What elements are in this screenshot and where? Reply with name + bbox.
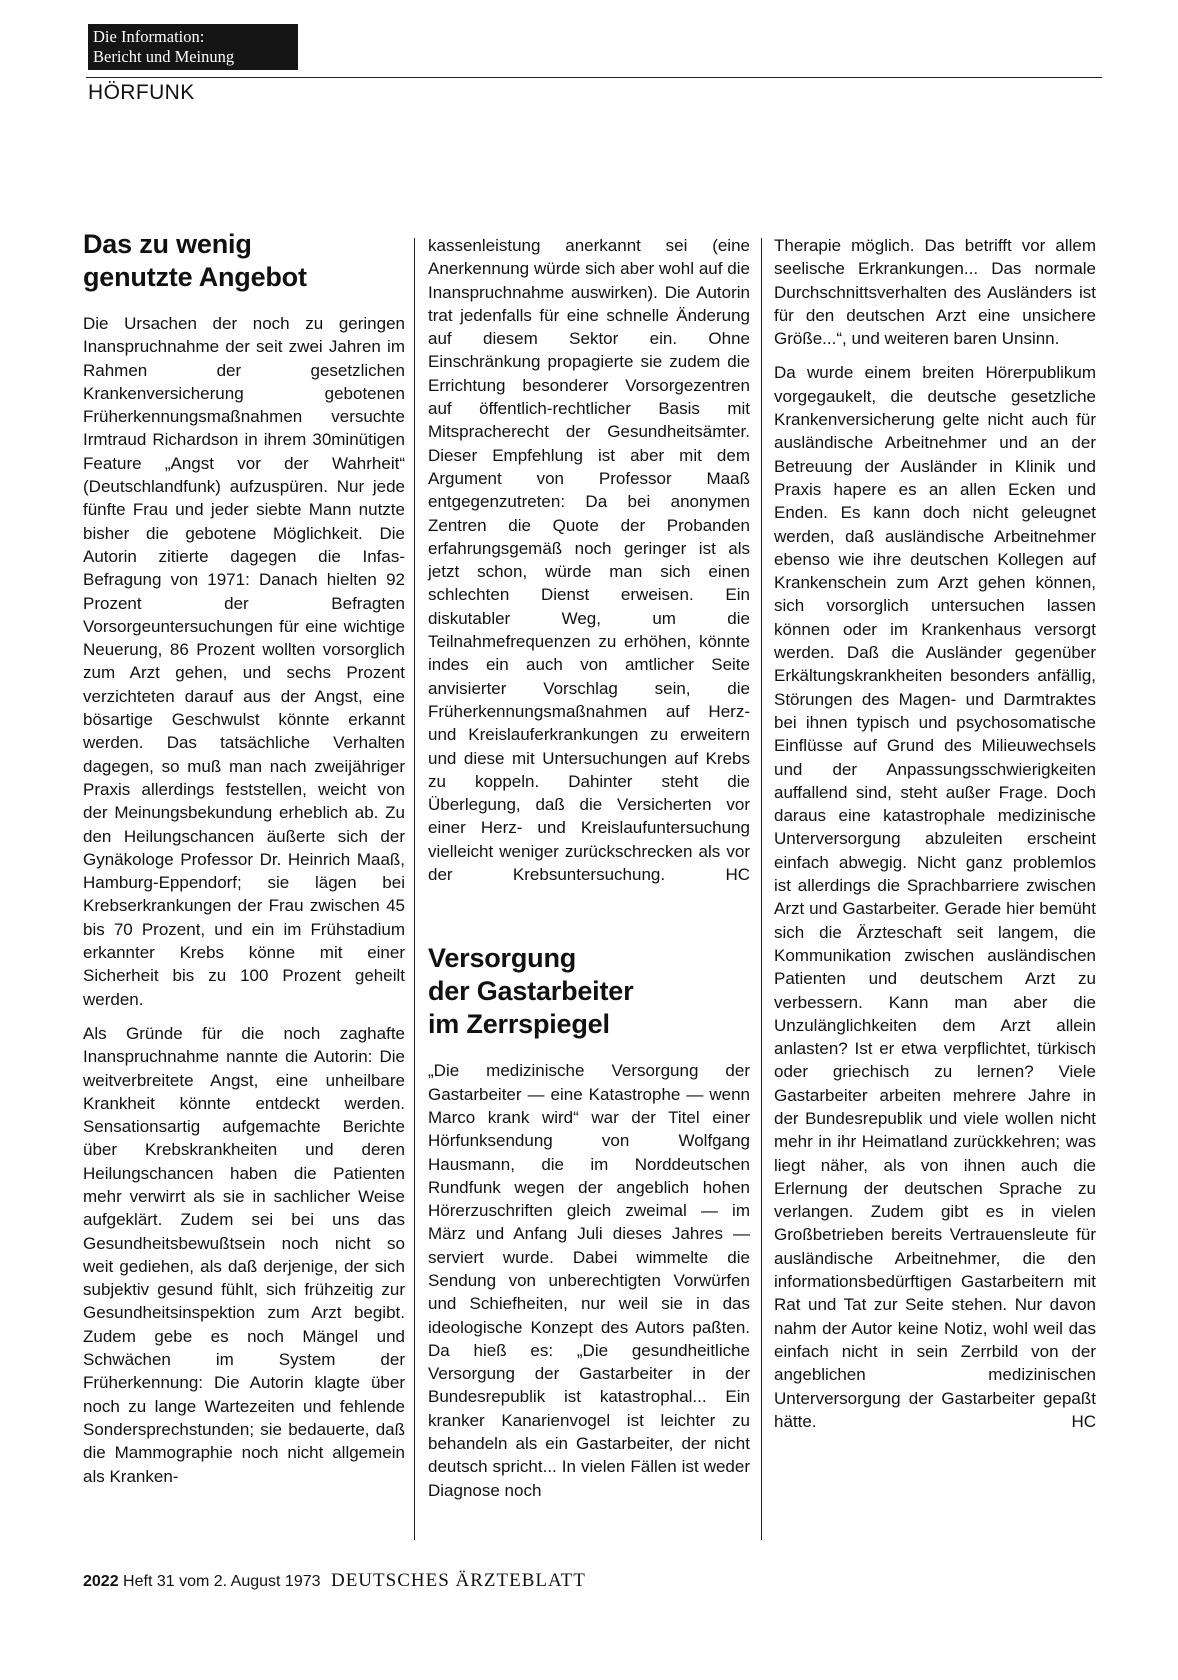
rubric-label: HÖRFUNK xyxy=(88,81,195,104)
article2-signature: HC xyxy=(1071,1411,1096,1431)
article2-headline-line2: der Gastarbeiter xyxy=(428,976,634,1007)
page-footer xyxy=(83,1570,586,1592)
article2-paragraph-2: Therapie möglich. Das betrifft vor allem seelische Erkrankungen... Das normale Durchschnittsverhalten des Ausländers ist für den deutschen Arzt eine unsichere Größe...“, und weiteren baren Unsinn. xyxy=(774,236,1096,349)
column-divider-2 xyxy=(761,238,762,1540)
article2-headline-line1: Versorgung xyxy=(428,943,577,974)
article1-paragraph-3 xyxy=(428,234,750,886)
article1-paragraph-2: Als Gründe für die noch zaghafte Inanspruchnahme nannte die Autorin: Die weitverbreitete Angst, eine unheilbare Krankheit könnte entdeckt werden. Sensationsartig aufgemachte Berichte über Krebskrankheiten und deren Heilungschancen haben die Patienten mehr verwirrt als sie in sachlicher Weise aufgeklärt. Zudem sei bei uns das Gesundheitsbewußtsein noch nicht so weit gediehen, als daß derjenige, der sich subjektiv gesund fühlt, sich frühzeitig zur Gesundheitsinspektion zum Arzt begibt. Zudem gebe es noch Mängel und Schwächen im System der Früherkennung: Die Autorin klagte über noch zu lange Wartezeiten und fehlende Sondersprechstunden; sie bedauerte, daß die Mammographie noch nicht allgemein als Kranken- xyxy=(83,1023,405,1486)
article1-paragraph-1: Die Ursachen der noch zu geringen Inanspruchnahme der seit zwei Jahren im Rahmen der gesetzlichen Krankenversicherung gebotenen Früherkennungsmaßnahmen versuchte Irmtraud Richardson in ihrem 30minütigen Feature „Angst vor der Wahrheit“ (Deutschlandfunk) aufzuspüren. Nur jede fünfte Frau und jeder siebte Mann nutzte bisher die gebotene Möglichkeit. Die Autorin zitierte dagegen die Infas-Befragung von 1971: Danach hielten 92 Prozent der Befragten Vorsorgeuntersuchungen für eine wichtige Neuerung, 86 Prozent wollten vorsorglich zum Arzt gehen, und sechs Prozent verzichteten darauf aus der Angst, eine bösartige Geschwulst könnte erkannt werden. Das tatsächliche Verhalten dagegen, so muß man nach zweijähriger Praxis allerdings feststellen, weicht von der Meinungsbekundung erheblich ab. Zu den Heilungschancen äußerte sich der Gynäkologe Professor Dr. Heinrich Maaß, Hamburg-Eppendorf; sie lägen bei Krebserkrankungen der Frau zwischen 45 bis 70 Prozent, und ein im Frühstadium erkannter Krebs könne mit einer Sicherheit bis zu 100 Prozent geheilt werden. xyxy=(83,314,405,1009)
article1-paragraph-3-text: kassenleistung anerkannt sei (eine Anerkennung würde sich aber wohl auf die Inanspruchnahme auswirken). Die Autorin trat jedenfalls für eine schnelle Änderung auf diesem Sektor ein. Ohne Einschränkung propagierte sie zudem die Errichtung besonderer Vorsorgezentren auf öffentlich-rechtlicher Basis mit Mitspracherecht der Gesundheitsämter. Dieser Empfehlung ist aber mit dem Argument von Professor Maaß entgegenzutreten: Da bei anonymen Zentren die Quote der Probanden erfahrungsgemäß noch geringer ist als jetzt schon, würde man sich einen schlechten Dienst erweisen. Ein diskutabler Weg, um die Teilnahmefrequenzen zu erhöhen, könnte indes ein auch von amtlicher Seite anvisierter Vorschlag sein, die Früherkennungsmaßnahmen auf Herz- und Kreislauferkrankungen zu erweitern und diese mit Untersuchungen auf Krebs zu koppeln. Dahinter steht die Überlegung, daß die Versicherten vor einer Herz- und Kreislaufuntersuchung vielleicht weniger zurückschrecken als vor der Krebsuntersuchung. xyxy=(428,236,750,885)
column-1 xyxy=(83,229,405,1499)
article1-signature: HC xyxy=(725,865,750,885)
column-3 xyxy=(774,234,1096,1444)
article1-headline-line1: Das zu wenig xyxy=(83,229,252,259)
issue-info: Heft 31 vom 2. August 1973 xyxy=(123,1573,321,1590)
article1-headline-line2: genutzte Angebot xyxy=(83,262,307,292)
article2-paragraph-3 xyxy=(774,361,1096,1433)
article1-headline xyxy=(83,228,405,294)
top-rule xyxy=(86,77,1102,78)
column-2 xyxy=(428,234,750,1513)
article2-paragraph-1: „Die medizinische Versorgung der Gastarbeiter — eine Katastrophe — wenn Marco krank wird“ war der Titel einer Hörfunksendung von Wolfgang Hausmann, die im Norddeutschen Rundfunk wegen der angeblich hohen Hörerzuschriften gleich zweimal — im März und Anfang Juli dieses Jahres — serviert wurde. Dabei wimmelte die Sendung von unberechtigten Vorwürfen und Schiefheiten, nur weil sie in das ideologische Konzept des Autors paßten. Da hieß es: „Die gesundheitliche Versorgung der Gastarbeiter in der Bundesrepublik ist katastrophal... Ein kranker Kanarienvogel ist leichter zu behandeln als ein Gastarbeiter, der nicht deutsch spricht... In vielen Fällen ist weder Diagnose noch xyxy=(428,1061,750,1500)
journal-title: DEUTSCHES ÄRZTEBLATT xyxy=(330,1570,586,1591)
article2-headline-line3: im Zerrspiegel xyxy=(428,1009,610,1040)
article2-headline xyxy=(428,942,750,1041)
page-number: 2022 xyxy=(83,1573,119,1590)
section-badge-line2: Bericht und Meinung xyxy=(93,47,235,66)
column-divider-1 xyxy=(414,238,415,1540)
section-badge-line1: Die Information: xyxy=(93,27,205,46)
section-badge xyxy=(88,24,298,70)
article2-paragraph-3-text: Da wurde einem breiten Hörerpublikum vorgegaukelt, die deutsche gesetzliche Krankenversicherung gelte nicht auch für ausländische Arbeitnehmer und an der Betreuung der Ausländer in Klinik und Praxis hapere es an allen Ecken und Enden. Es kann doch nicht geleugnet werden, daß ausländische Arbeitnehmer ebenso wie ihre deutschen Kollegen auf Krankenschein zum Arzt gehen können, sich vorsorglich untersuchen lassen können oder im Krankenhaus versorgt werden. Daß die Ausländer gegenüber Erkältungskrankheiten besonders anfällig, Störungen des Magen- und Darmtraktes bei ihnen typisch und psychosomatische Einflüsse auf Grund des Milieuwechsels und der Anpassungsschwierigkeiten auffallend sind, steht außer Frage. Doch daraus eine katastrophale medizinische Unterversorgung abzuleiten erscheint einfach abwegig. Nicht ganz problemlos ist allerdings die Sprachbarriere zwischen Arzt und Gastarbeiter. Gerade hier bemüht sich die Ärzteschaft seit langem, die Kommunikation zwischen ausländischen Patienten und deutschem Arzt zu verbessern. Kann man aber die Unzulänglichkeiten dem Arzt allein anlasten? Ist er etwa verpflichtet, türkisch oder griechisch zu lernen? Viele Gastarbeiter arbeiten mehrere Jahre in der Bundesrepublik und viele wollen nicht mehr in ihr Heimatland zurückkehren; was liegt näher, als von ihnen auch die Erlernung der deutschen Sprache zu verlangen. Zudem gibt es in vielen Großbetrieben bereits Vertrauensleute für ausländische Arbeitnehmer, die den informationsbedürftigen Gastarbeitern mit Rat und Tat zur Seite stehen. Nur davon nahm der Autor keine Notiz, wohl weil das einfach nicht in sein Zerrbild von der angeblichen medizinischen Unterversorgung der Gastarbeiter gepaßt hätte. xyxy=(774,363,1096,1431)
